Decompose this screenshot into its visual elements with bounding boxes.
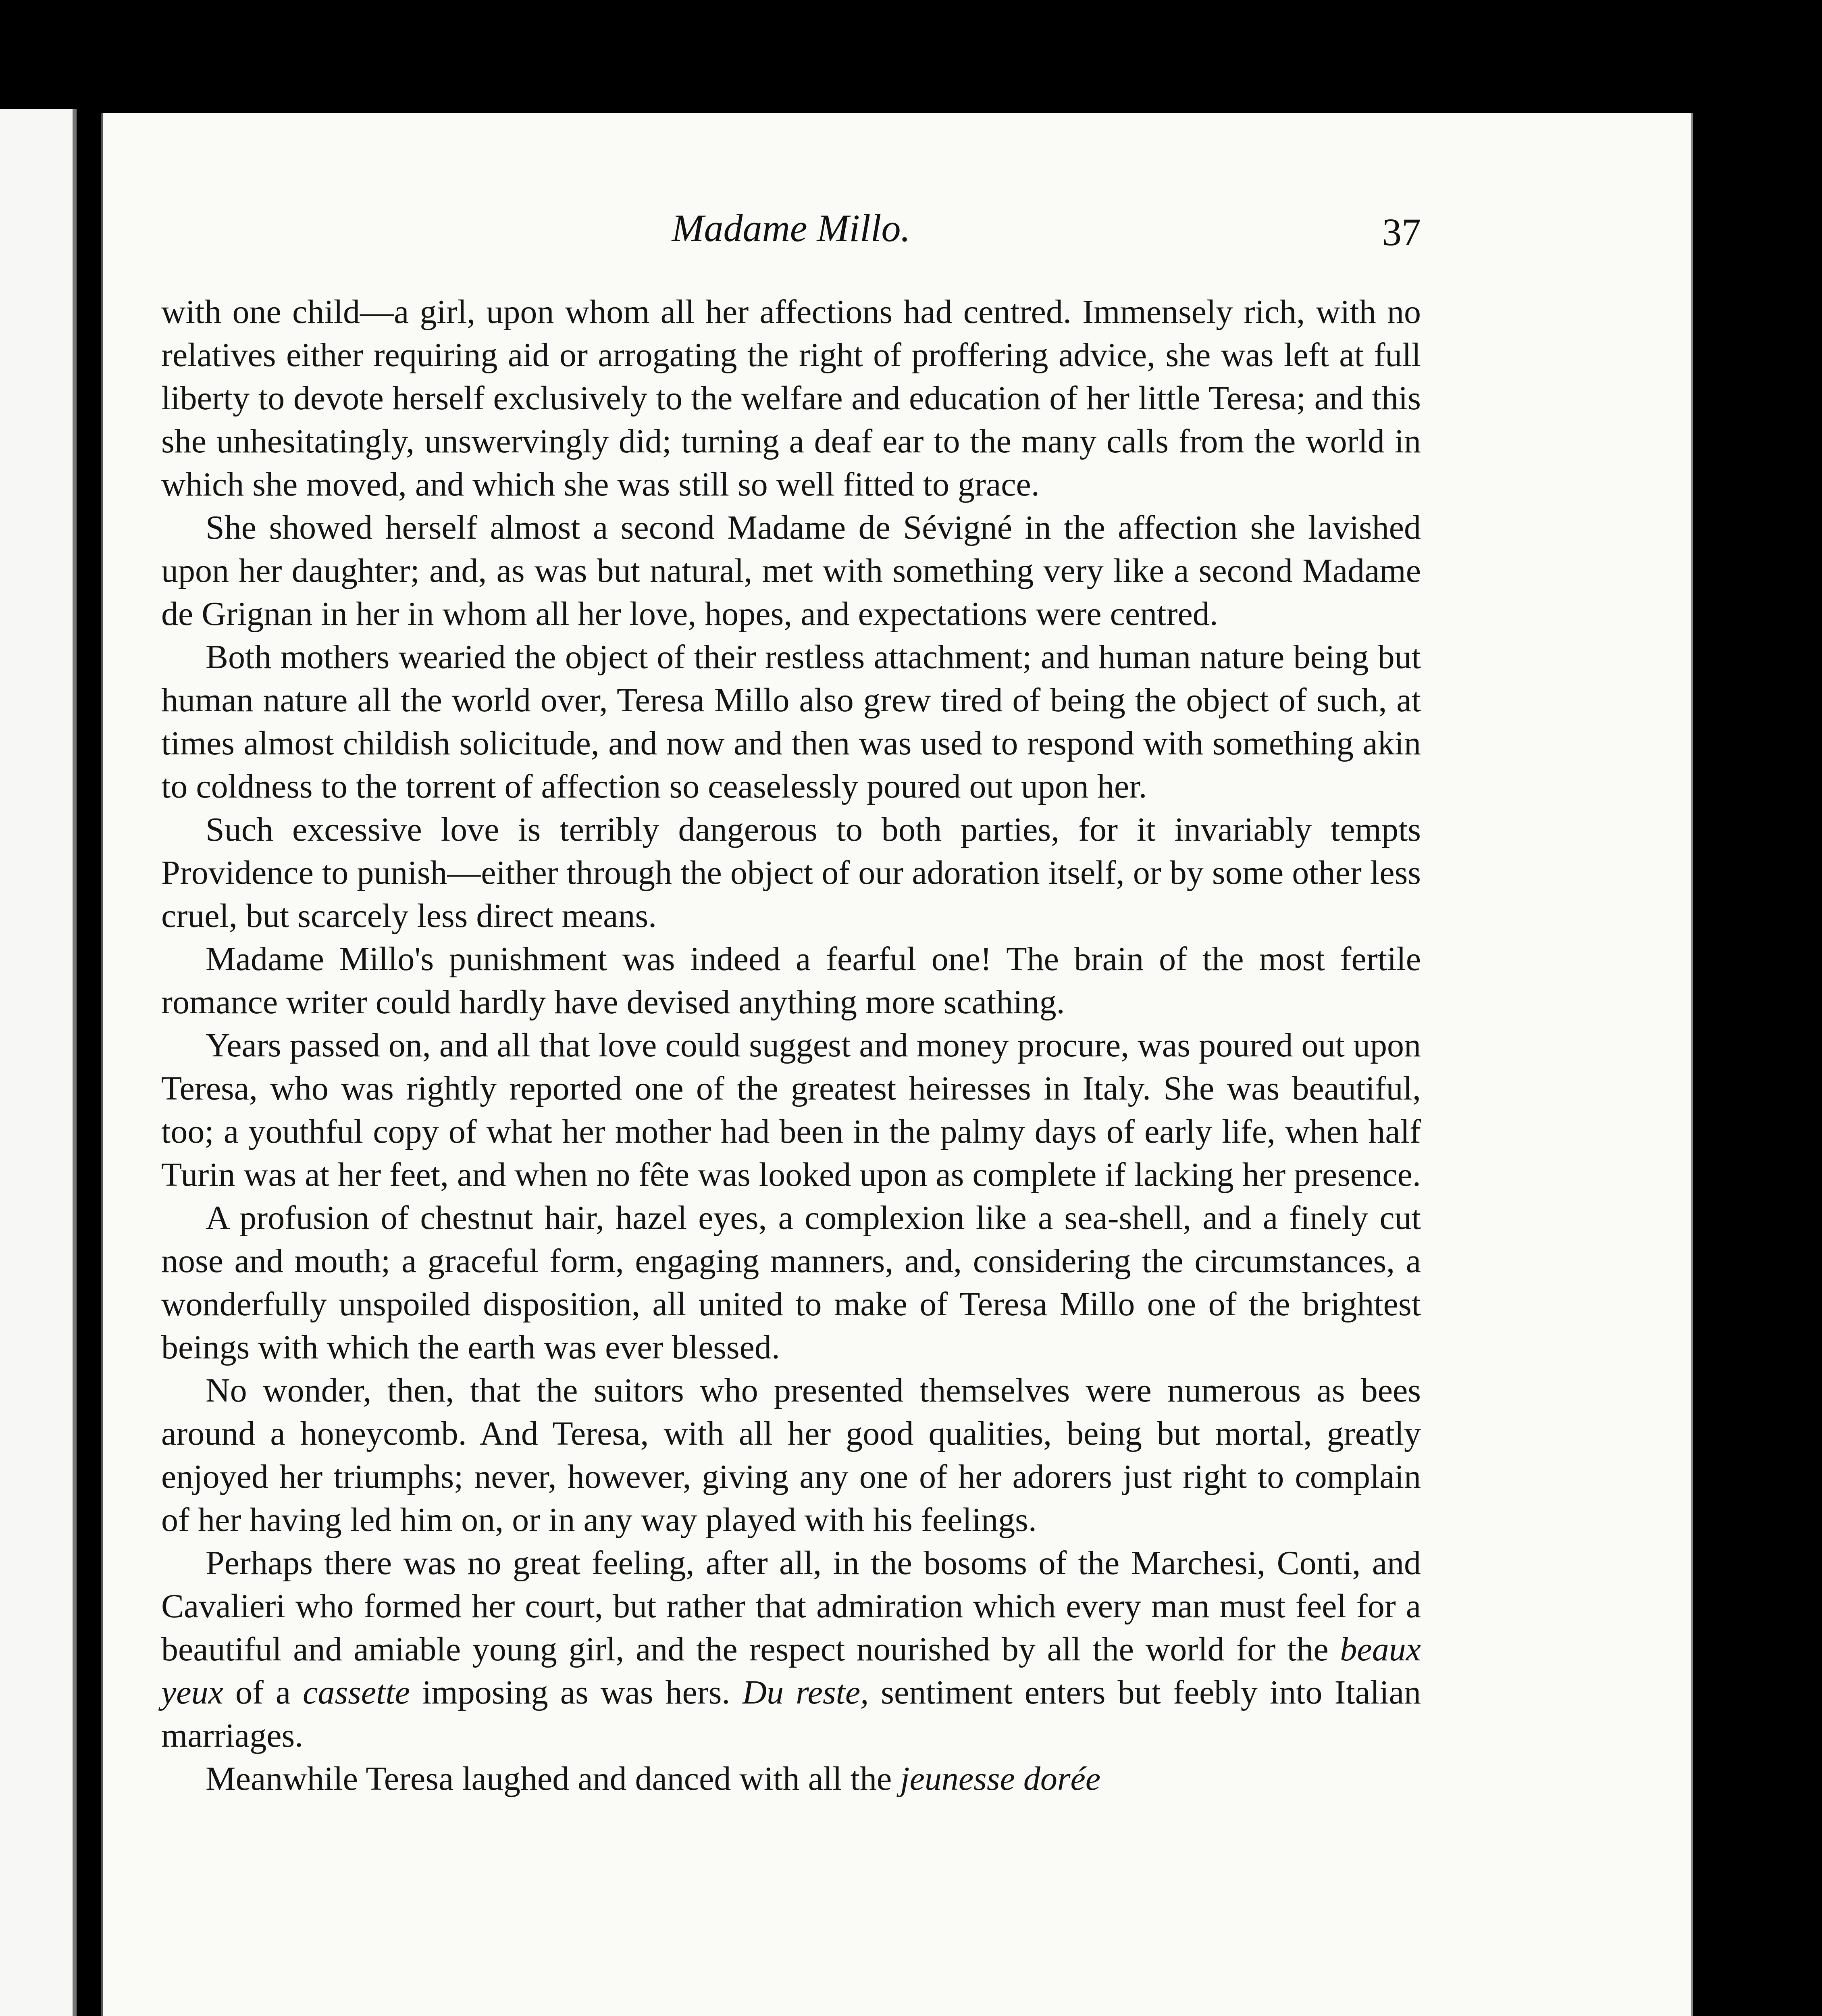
text-run: No wonder, then, that the suitors who presented themselves were numerous as bees around a honeycomb. And Teresa, with all her good qualities, being but mortal, greatly enjoyed her triumphs; never, however, giving any one of her adorers just right to complain of her having led him on, or in any way played with his feelings. (161, 1372, 1421, 1539)
text-run: with one child—a girl, upon whom all her affections had centred. Immensely rich, with no relatives either requiring aid or arrogating the right of proffering advice, she was left at full liberty to devote herself exclusively to the welfare and education of her little Teresa; and this she unhesitatingly, unswervingly did; turning a deaf ear to the many calls from the world in which she moved, and which she was still so well fitted to grace. (161, 293, 1421, 503)
paragraph (161, 937, 1421, 1024)
facing-page-edge (0, 109, 77, 2016)
italic-phrase: beaux yeux (161, 1631, 1421, 1711)
paragraph (161, 1541, 1421, 1757)
text-run: Madame Millo's punishment was indeed a fearful one! The brain of the most fertile romance writer could hardly have devised anything more scathing. (161, 940, 1421, 1021)
text-run: She showed herself almost a second Madame de Sévigné in the affection she lavished upon her daughter; and, as was but natural, met with something very like a second Madame de Grignan in her in whom all her love, hopes, and expectations were centred. (161, 509, 1421, 633)
paragraph (161, 635, 1421, 808)
paragraph (161, 506, 1421, 635)
italic-phrase: jeunesse dorée (900, 1760, 1101, 1797)
text-run: Perhaps there was no great feeling, after all, in the bosoms of the Marchesi, Conti, and Cavalieri who formed her court, but rather that admiration which every man must feel for a beautiful and amiable young girl, and the respect nourished by all the world for the (161, 1544, 1421, 1668)
text-run: of a (223, 1674, 303, 1711)
running-head (161, 206, 1421, 286)
italic-phrase: cassette (303, 1674, 410, 1711)
paragraph (161, 808, 1421, 937)
page-number: 37 (1382, 210, 1421, 254)
chapter-title: Madame Millo. (672, 206, 911, 250)
text-run: imposing as was hers. (410, 1674, 743, 1711)
text-run: sentiment enters but feebly into Italian marriages. (161, 1674, 1421, 1754)
text-run: Meanwhile Teresa laughed and danced with all the (206, 1760, 901, 1797)
paragraph (161, 1196, 1421, 1369)
paragraph (161, 290, 1421, 506)
text-run: Both mothers wearied the object of their restless attachment; and human nature being but human nature all the world over, Teresa Millo also grew tired of being the object of such, at times almost childish solicitude, and now and then was used to respond with something akin to coldness to the torrent of affection so ceaselessly poured out upon her. (161, 638, 1421, 805)
paragraph (161, 1369, 1421, 1541)
italic-phrase: Du reste, (742, 1674, 869, 1711)
paragraph (161, 1024, 1421, 1196)
paragraph (161, 1757, 1421, 1800)
body-text (161, 290, 1421, 1800)
text-run: Years passed on, and all that love could suggest and money procure, was poured out upon Teresa, who was rightly reported one of the greatest heiresses in Italy. She was beautiful, too; a youthful copy of what her mother had been in the palmy days of early life, when half Turin was at her feet, and when no fête was looked upon as complete if lacking her presence. (161, 1027, 1421, 1193)
text-run: A profusion of chestnut hair, hazel eyes, a complexion like a sea-shell, and a finely cut nose and mouth; a graceful form, engaging manners, and, considering the circumstances, a wonderfully unspoiled disposition, all united to make of Teresa Millo one of the brightest beings with which the earth was ever blessed. (161, 1199, 1421, 1366)
text-run: Such excessive love is terribly dangerous to both parties, for it invariably tempts Providence to punish—either through the object of our adoration itself, or by some other less cruel, but scarcely less direct means. (161, 811, 1421, 935)
